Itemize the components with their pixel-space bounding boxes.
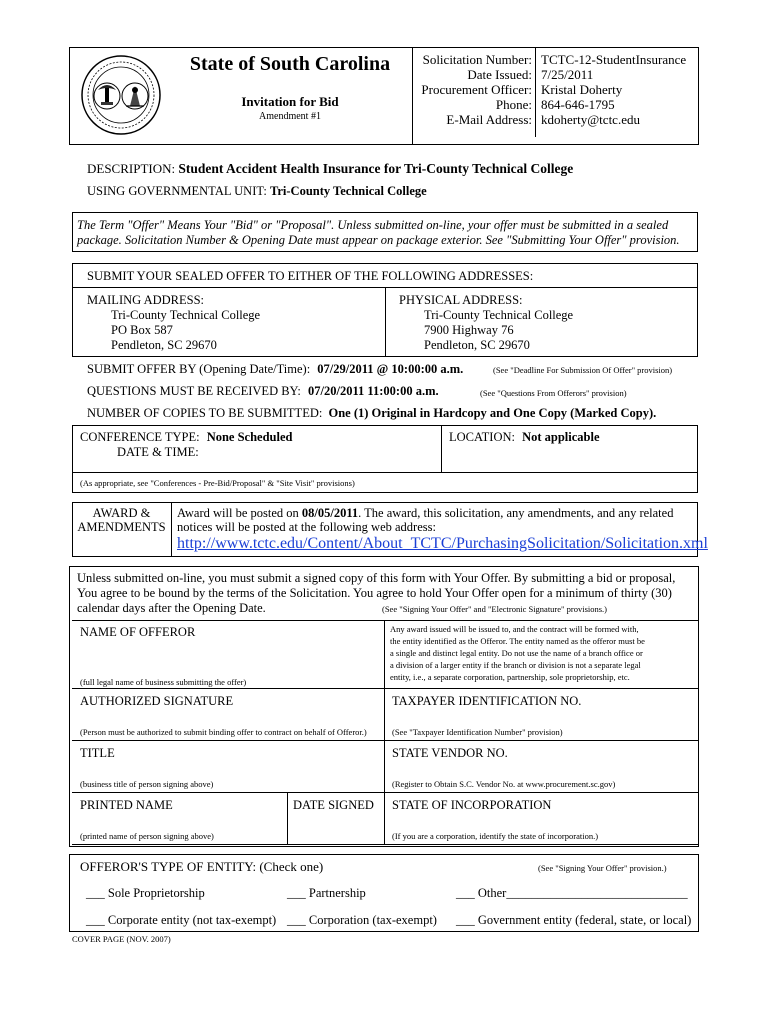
option-other[interactable]: ___ Other_____________________________ <box>456 886 688 900</box>
state-incorporation-note: (If you are a corporation, identify the state of incorporation.) <box>392 831 599 841</box>
option-partnership[interactable]: ___ Partnership <box>287 886 366 900</box>
authorized-signature-note: (Person must be authorized to submit binding offer to contract on behalf of Offeror.) <box>80 727 367 737</box>
label-email: E-Mail Address: <box>446 112 532 127</box>
description-label: DESCRIPTION: <box>87 161 176 176</box>
copies-value: One (1) Original in Hardcopy and One Copy (Marked Copy). <box>328 406 657 420</box>
questions-label: QUESTIONS MUST BE RECEIVED BY: <box>87 384 301 398</box>
unit-label: USING GOVERNMENTAL UNIT: <box>87 184 267 198</box>
state-title: State of South Carolina <box>189 53 391 75</box>
description-value: Student Accident Health Insurance for Tri-County Technical College <box>178 161 574 176</box>
physical-line-2: 7900 Highway 76 <box>424 323 514 337</box>
offeror-name-note: (full legal name of business submitting the offer) <box>80 677 247 687</box>
doc-type: Invitation for Bid <box>241 94 339 109</box>
mailing-line-1: Tri-County Technical College <box>111 308 261 322</box>
entity-type-note: (See "Signing Your Offer" provision.) <box>538 863 667 873</box>
state-incorporation-label: STATE OF INCORPORATION <box>392 798 552 812</box>
sig-intro-1: Unless submitted on-line, you must submit a signed copy of this form with Your Offer. By submitting a bid or proposal, <box>77 571 676 585</box>
label-phone: Phone: <box>495 97 532 112</box>
authorized-signature-label: AUTHORIZED SIGNATURE <box>80 694 234 708</box>
entity-notice-line-3: a single and distinct legal entity. Do not use the name of a branch office or <box>390 648 643 658</box>
authorized-signature-field[interactable] <box>76 710 376 726</box>
date-signed-label: DATE SIGNED <box>293 798 374 812</box>
mailing-line-2: PO Box 587 <box>111 323 173 337</box>
physical-label: PHYSICAL ADDRESS: <box>399 293 523 307</box>
sig-intro-note: (See "Signing Your Offer" and "Electronic Signature" provisions.) <box>382 604 608 614</box>
value-phone: 864-646-1795 <box>541 97 615 112</box>
questions-note: (See "Questions From Offerors" provision) <box>480 388 627 398</box>
entity-notice-line-4: a division of a larger entity if the branch or division is not a separate legal <box>390 660 641 670</box>
state-vendor-field[interactable] <box>388 762 688 778</box>
location-value: Not applicable <box>522 430 600 444</box>
award-date: 08/05/2011 <box>301 506 359 520</box>
value-solicitation: TCTC-12-StudentInsurance <box>541 52 687 67</box>
value-email: kdoherty@tctc.edu <box>541 112 640 127</box>
submit-by-note: (See "Deadline For Submission Of Offer" provision) <box>493 365 673 375</box>
conference-type-value: None Scheduled <box>206 430 293 444</box>
description-line <box>87 161 573 177</box>
state-incorporation-field[interactable] <box>388 814 688 830</box>
title-field[interactable] <box>76 762 376 778</box>
taxpayer-id-note: (See "Taxpayer Identification Number" provision) <box>392 727 563 737</box>
submit-by-line <box>87 362 463 377</box>
entity-notice-line-1: Any award issued will be issued to, and the contract will be formed with, <box>390 624 639 634</box>
option-corporation-tax-exempt[interactable]: ___ Corporation (tax-exempt) <box>287 913 437 927</box>
taxpayer-id-label: TAXPAYER IDENTIFICATION NO. <box>392 694 582 708</box>
conference-datetime-label: DATE & TIME: <box>117 445 199 459</box>
label-date-issued: Date Issued: <box>467 67 532 82</box>
entity-notice-line-2: the entity identified as the Offeror. The entity named as the offeror must be <box>390 636 645 646</box>
location-line <box>449 430 600 445</box>
label-officer: Procurement Officer: <box>421 82 532 97</box>
value-date-issued: 7/25/2011 <box>541 67 594 82</box>
footer-cover-page: COVER PAGE (NOV. 2007) <box>72 934 171 944</box>
state-seal-logo <box>80 54 162 136</box>
award-label-2: AMENDMENTS <box>77 520 166 534</box>
sig-intro-3: calendar days after the Opening Date. <box>77 601 266 615</box>
printed-name-label: PRINTED NAME <box>80 798 173 812</box>
option-sole-proprietorship[interactable]: ___ Sole Proprietorship <box>86 886 205 900</box>
addresses-heading: SUBMIT YOUR SEALED OFFER TO EITHER OF THE FOLLOWING ADDRESSES: <box>87 269 534 283</box>
printed-name-field[interactable] <box>76 814 281 830</box>
title-note: (business title of person signing above) <box>80 779 214 789</box>
conference-note: (As appropriate, see "Conferences - Pre-Bid/Proposal" & "Site Visit" provisions) <box>80 478 355 488</box>
award-text-line2: notices will be posted at the following web address: <box>177 520 436 534</box>
unit-line <box>87 184 427 199</box>
printed-name-note: (printed name of person signing above) <box>80 831 214 841</box>
award-label-1: AWARD & <box>92 506 151 520</box>
taxpayer-id-field[interactable] <box>388 710 688 726</box>
questions-line <box>87 384 439 399</box>
amendment: Amendment #1 <box>259 111 321 122</box>
award-text-line1 <box>177 506 673 521</box>
award-url-link[interactable]: http://www.tctc.edu/Content/About_TCTC/PurchasingSolicitation/Solicitation.xml <box>177 535 708 552</box>
mailing-label: MAILING ADDRESS: <box>87 293 205 307</box>
copies-line <box>87 406 656 421</box>
offeror-name-field[interactable] <box>76 642 376 672</box>
award-text-post: . The award, this solicitation, any amendments, and any related <box>358 506 674 520</box>
sig-intro-2: You agree to be bound by the terms of the Solicitation. You agree to hold Your Offer open for a minimum of thirty (30) <box>77 586 672 600</box>
copies-label: NUMBER OF COPIES TO BE SUBMITTED: <box>87 406 323 420</box>
offer-notice-line2: package. Solicitation Number & Opening Date must appear on package exterior. See "Submitting Your Offer" provision. <box>77 233 680 247</box>
entity-type-heading: OFFEROR'S TYPE OF ENTITY: (Check one) <box>80 859 324 874</box>
conference-type-line <box>80 430 292 445</box>
title-label: TITLE <box>80 746 115 760</box>
option-corporate-entity[interactable]: ___ Corporate entity (not tax-exempt) <box>86 913 277 927</box>
award-text-pre: Award will be posted on <box>177 506 302 520</box>
date-signed-field[interactable] <box>291 814 379 840</box>
state-vendor-note: (Register to Obtain S.C. Vendor No. at www.procurement.sc.gov) <box>392 779 616 789</box>
entity-notice-line-5: entity, i.e., a separate corporation, partnership, sole proprietorship, etc. <box>390 672 630 682</box>
offeror-name-label: NAME OF OFFEROR <box>80 625 196 639</box>
location-label: LOCATION: <box>449 430 515 444</box>
state-vendor-label: STATE VENDOR NO. <box>392 746 508 760</box>
label-solicitation: Solicitation Number: <box>422 52 532 67</box>
physical-line-1: Tri-County Technical College <box>424 308 574 322</box>
value-officer: Kristal Doherty <box>541 82 623 97</box>
unit-value: Tri-County Technical College <box>269 184 427 198</box>
option-government-entity[interactable]: ___ Government entity (federal, state, or local) <box>456 913 692 927</box>
submit-by-value: 07/29/2011 @ 10:00:00 a.m. <box>317 362 464 376</box>
questions-value: 07/20/2011 11:00:00 a.m. <box>308 384 439 398</box>
offer-notice-line1: The Term "Offer" Means Your "Bid" or "Proposal". Unless submitted on-line, your offer must be submitted in a sealed <box>77 218 669 232</box>
submit-by-label: SUBMIT OFFER BY (Opening Date/Time): <box>87 362 311 376</box>
physical-line-3: Pendleton, SC 29670 <box>424 338 530 352</box>
mailing-line-3: Pendleton, SC 29670 <box>111 338 217 352</box>
conference-type-label: CONFERENCE TYPE: <box>80 430 200 444</box>
